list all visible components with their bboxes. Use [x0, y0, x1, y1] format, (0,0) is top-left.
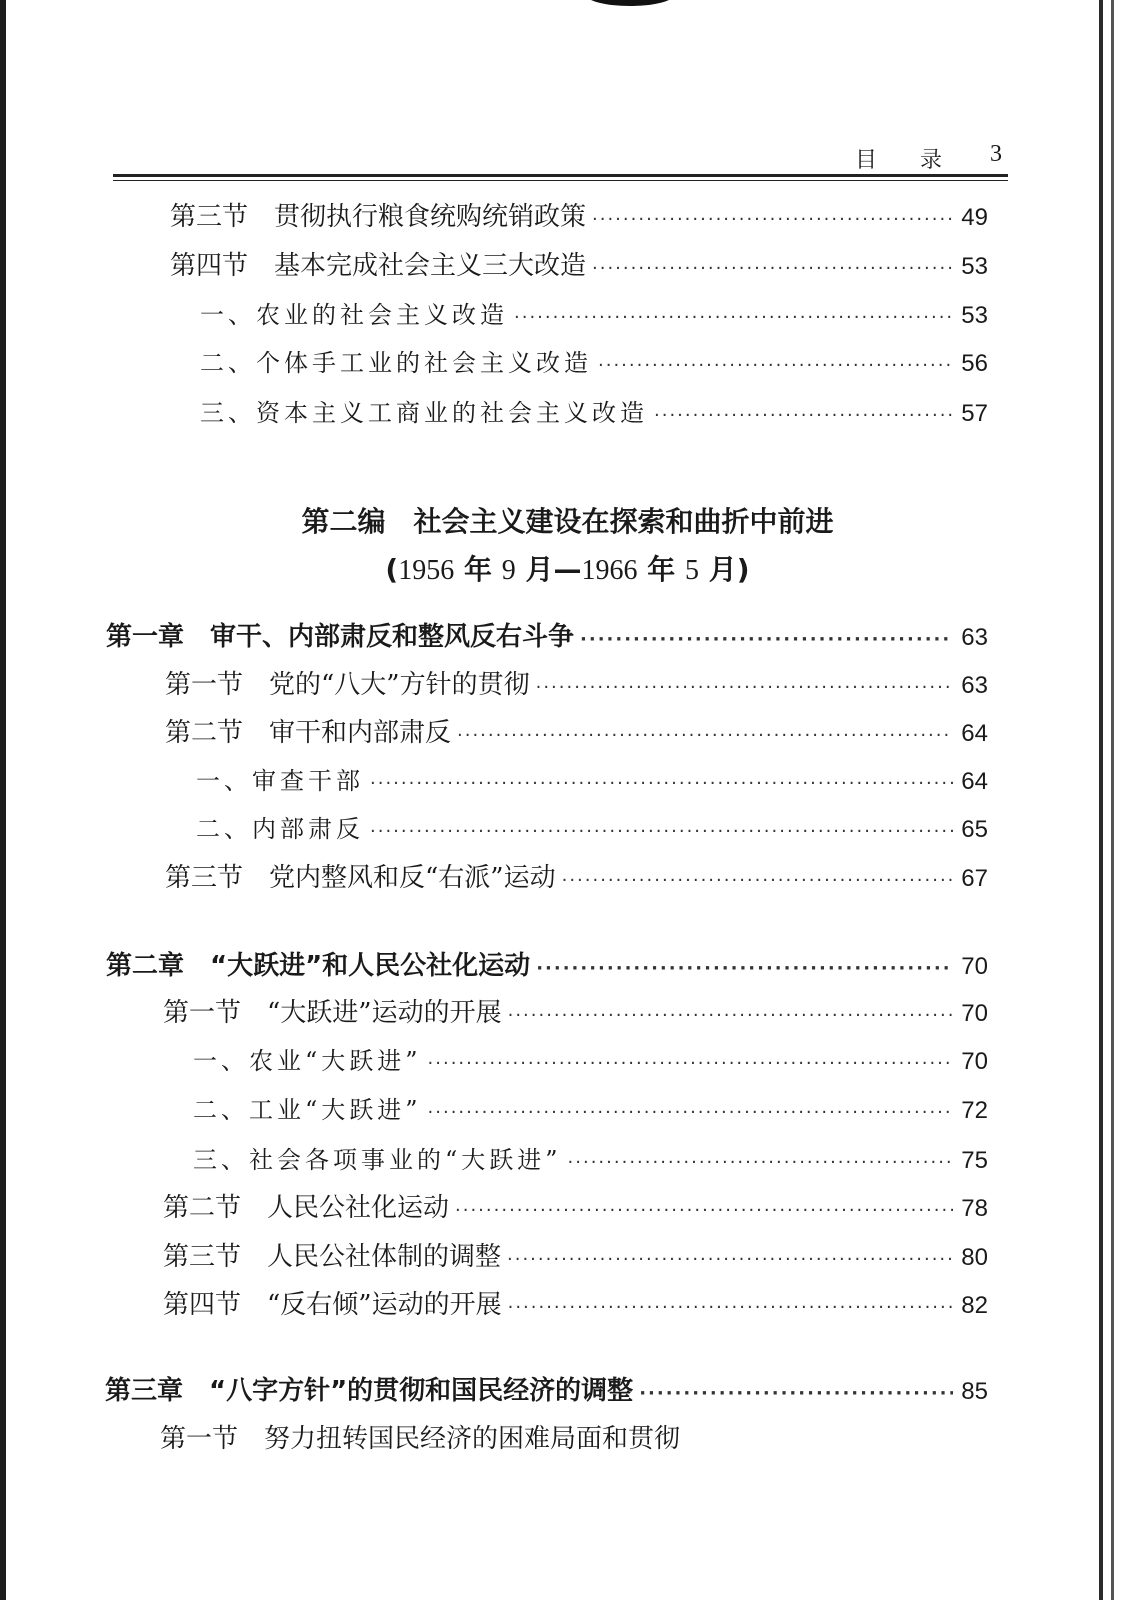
toc-entry-label: 第一章 审干、内部肃反和整风反右斗争 — [106, 622, 575, 652]
header-rule-thick — [113, 174, 1008, 177]
running-head-title: 目 录 — [855, 148, 960, 173]
toc-entry-page: 64 — [961, 720, 988, 747]
dot-leader — [428, 1102, 954, 1123]
toc-entry-label: 第一节 努力扭转国民经济的困难局面和贯彻 — [160, 1424, 681, 1454]
dot-leader — [514, 307, 953, 328]
toc-entry-section[interactable] — [163, 1236, 988, 1276]
toc-entry-section[interactable] — [160, 1418, 860, 1458]
toc-entry-section[interactable] — [170, 245, 988, 285]
toc-entry-label: 二、个体手工业的社会主义改造 — [200, 349, 592, 377]
toc-entry-subsection[interactable] — [193, 1140, 988, 1180]
dot-leader — [592, 258, 953, 279]
dot-leader — [580, 629, 953, 650]
toc-entry-subsection[interactable] — [200, 343, 988, 383]
scan-edge-right — [1099, 0, 1103, 1600]
toc-entry-subsection[interactable] — [193, 1041, 988, 1081]
toc-entry-page: 65 — [961, 816, 988, 843]
toc-entry-label: 第三节 人民公社体制的调整 — [163, 1242, 502, 1272]
toc-entry-chapter[interactable] — [106, 616, 988, 656]
toc-entry-label: 一、农业的社会主义改造 — [200, 301, 508, 329]
toc-entry-label: 第二节 审干和内部肃反 — [165, 718, 452, 748]
dot-leader — [536, 958, 953, 979]
scan-edge-left — [0, 0, 6, 1600]
toc-entry-page: 67 — [961, 865, 988, 892]
dot-leader — [639, 1383, 953, 1404]
toc-entry-section[interactable] — [163, 1284, 988, 1324]
toc-entry-page: 70 — [961, 1000, 988, 1027]
toc-entry-label: 第一节 党的“八大”方针的贯彻 — [165, 670, 530, 700]
toc-entry-section[interactable] — [163, 1187, 988, 1227]
dot-leader — [592, 209, 953, 230]
toc-entry-label: 一、农业“大跃进” — [193, 1047, 422, 1075]
dot-leader — [508, 1297, 954, 1318]
toc-entry-page: 70 — [961, 953, 988, 980]
toc-entry-page: 80 — [961, 1244, 988, 1271]
toc-entry-label: 二、工业“大跃进” — [193, 1096, 422, 1124]
toc-entry-page: 63 — [961, 672, 988, 699]
toc-entry-label: 一、审查干部 — [196, 767, 364, 795]
dot-leader — [428, 1053, 954, 1074]
dot-leader — [568, 1152, 954, 1173]
toc-entry-page: 63 — [961, 624, 988, 651]
toc-entry-subsection[interactable] — [200, 295, 988, 335]
toc-entry-page: 49 — [961, 204, 988, 231]
part-title: 第二编 社会主义建设在探索和曲折中前进 — [301, 505, 834, 538]
dot-leader — [455, 1200, 953, 1221]
dot-leader — [562, 870, 954, 891]
toc-entry-page: 64 — [961, 768, 988, 795]
toc-entry-page: 70 — [961, 1048, 988, 1075]
dot-leader — [654, 405, 953, 426]
toc-entry-label: 第四节 基本完成社会主义三大改造 — [170, 251, 587, 281]
toc-entry-label: 二、内部肃反 — [196, 815, 364, 843]
toc-entry-label: 第三节 贯彻执行粮食统购统销政策 — [170, 202, 587, 232]
toc-entry-chapter[interactable] — [106, 945, 988, 985]
header-rule-thin — [113, 180, 1008, 181]
toc-entry-label: 第三节 党内整风和反“右派”运动 — [165, 863, 556, 893]
dot-leader — [370, 821, 953, 842]
toc-entry-label: 第三章 “八字方针”的贯彻和国民经济的调整 — [105, 1376, 634, 1406]
scan-top-mark — [585, 0, 675, 6]
toc-entry-label: 第四节 “反右倾”运动的开展 — [163, 1290, 502, 1320]
dot-leader — [536, 677, 954, 698]
toc-entry-page: 75 — [961, 1147, 988, 1174]
toc-entry-label: 第二章 “大跃进”和人民公社化运动 — [106, 951, 531, 981]
dot-leader — [457, 725, 953, 746]
dot-leader — [598, 355, 953, 376]
toc-entry-label: 三、资本主义工商业的社会主义改造 — [200, 399, 648, 427]
toc-entry-label: 第二节 人民公社化运动 — [163, 1193, 450, 1223]
toc-entry-page: 56 — [961, 350, 988, 377]
toc-entry-page: 72 — [961, 1097, 988, 1124]
toc-entry-page: 53 — [961, 302, 988, 329]
toc-entry-section[interactable] — [170, 196, 988, 236]
scan-edge-right-outer — [1111, 0, 1114, 1600]
toc-entry-subsection[interactable] — [193, 1090, 988, 1130]
dot-leader — [508, 1005, 954, 1026]
toc-entry-section[interactable] — [165, 712, 988, 752]
running-head-page-number: 3 — [990, 141, 1002, 167]
toc-entry-page: 57 — [961, 400, 988, 427]
toc-entry-label: 第一节 “大跃进”运动的开展 — [163, 998, 502, 1028]
part-date-range: (1956 年 9 月—1966 年 5 月) — [385, 553, 750, 586]
dot-leader — [370, 773, 953, 794]
toc-entry-section[interactable] — [165, 664, 988, 704]
toc-entry-page: 78 — [961, 1195, 988, 1222]
toc-entry-chapter[interactable] — [105, 1370, 988, 1410]
toc-entry-page: 53 — [961, 253, 988, 280]
dot-leader — [507, 1249, 953, 1270]
toc-entry-page: 85 — [961, 1378, 988, 1405]
toc-entry-subsection[interactable] — [196, 809, 988, 849]
toc-entry-section[interactable] — [163, 992, 988, 1032]
toc-entry-subsection[interactable] — [200, 393, 988, 433]
toc-entry-subsection[interactable] — [196, 761, 988, 801]
toc-entry-label: 三、社会各项事业的“大跃进” — [193, 1146, 562, 1174]
toc-entry-page: 82 — [961, 1292, 988, 1319]
toc-entry-section[interactable] — [165, 857, 988, 897]
